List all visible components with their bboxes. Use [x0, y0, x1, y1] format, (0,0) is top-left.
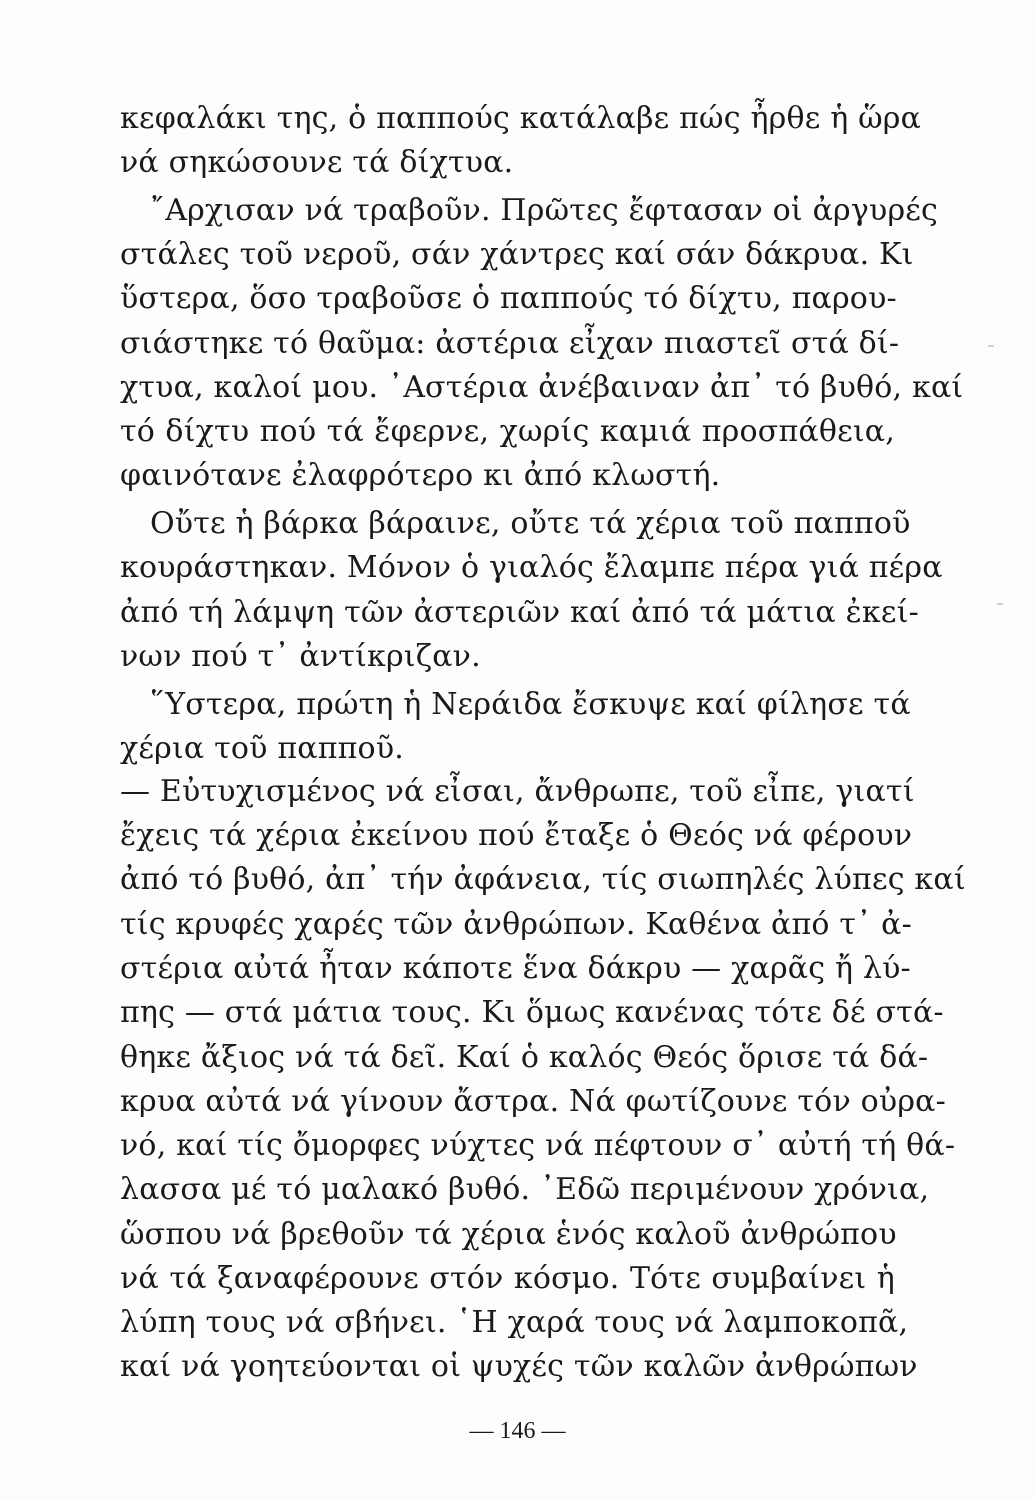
scan-speck [997, 603, 1003, 605]
text-line: κουράστηκαν. Μόνον ὁ γιαλός ἔλαμπε πέρα γιά πέρα [120, 550, 943, 585]
text-line: θηκε ἄξιος νά τά δεῖ. Καί ὁ καλός Θεός ὅρισε τά δά- [120, 1040, 929, 1075]
text-line: νά τά ξαναφέρουνε στόν κόσμο. Τότε συμβαίνει ἡ [120, 1261, 895, 1296]
text-line: φαινότανε ἐλαφρότερο κι ἀπό κλωστή. [120, 458, 721, 493]
page-number: — 146 — [469, 1418, 566, 1444]
text-line: ὥσπου νά βρεθοῦν τά χέρια ἑνός καλοῦ ἀνθρώπου [120, 1217, 897, 1252]
text-line: νων πού τ᾽ ἀντίκριζαν. [120, 639, 481, 674]
text-line: κεφαλάκι της, ὁ παππούς κατάλαβε πώς ἦρθε ἡ ὥρα [120, 101, 922, 136]
text-line: ἀπό τό βυθό, ἀπ᾽ τήν ἀφάνεια, τίς σιωπηλές λύπες καί [120, 862, 966, 897]
text-line: Οὔτε ἡ βάρκα βάραινε, οὔτε τά χέρια τοῦ παπποῦ [150, 506, 911, 541]
text-line: ῞Υστερα, πρώτη ἡ Νεράιδα ἔσκυψε καί φίλησε τά [150, 687, 911, 722]
text-line: ἀπό τή λάμψη τῶν ἀστεριῶν καί ἀπό τά μάτια ἐκεί- [120, 595, 919, 630]
text-line: νά σηκώσουνε τά δίχτυα. [120, 145, 514, 180]
text-line: ὕστερα, ὅσο τραβοῦσε ὁ παππούς τό δίχτυ, παρου- [120, 281, 897, 316]
text-line: ῎Αρχισαν νά τραβοῦν. Πρῶτες ἔφτασαν οἱ ἀργυρές [150, 193, 939, 228]
text-line: τίς κρυφές χαρές τῶν ἀνθρώπων. Καθένα ἀπό τ᾽ ἀ- [120, 907, 912, 942]
text-line: στέρια αὐτά ἦταν κάποτε ἕνα δάκρυ — χαρᾶς ἤ λύ- [120, 951, 911, 986]
scan-speck [988, 345, 994, 347]
text-line: πης — στά μάτια τους. Κι ὅμως κανένας τότε δέ στά- [120, 995, 944, 1030]
text-line: νό, καί τίς ὄμορφες νύχτες νά πέφτουν σ᾽ αὐτή τή θά- [120, 1128, 956, 1163]
text-line: στάλες τοῦ νεροῦ, σάν χάντρες καί σάν δάκρυα. Κι [120, 237, 914, 272]
text-line: χτυα, καλοί μου. ᾽Αστέρια ἀνέβαιναν ἀπ᾽ τό βυθό, καί [120, 370, 964, 405]
text-line: καί νά γοητεύονται οἱ ψυχές τῶν καλῶν ἀνθρώπων [120, 1349, 918, 1384]
text-line: ἔχεις τά χέρια ἐκείνου πού ἔταξε ὁ Θεός νά φέρουν [120, 818, 913, 853]
text-line: χέρια τοῦ παπποῦ. [120, 731, 404, 766]
text-line: κρυα αὐτά νά γίνουν ἄστρα. Νά φωτίζουνε τόν οὐρα- [120, 1084, 946, 1119]
text-line: σιάστηκε τό θαῦμα: ἀστέρια εἶχαν πιαστεῖ στά δί- [120, 326, 900, 361]
text-line: — Εὐτυχισμένος νά εἶσαι, ἄνθρωπε, τοῦ εἶπε, γιατί [120, 774, 915, 809]
text-line: λασσα μέ τό μαλακό βυθό. ᾽Εδῶ περιμένουν χρόνια, [120, 1172, 930, 1207]
text-line: τό δίχτυ πού τά ἔφερνε, χωρίς καμιά προσπάθεια, [120, 414, 895, 449]
text-line: λύπη τους νά σβήνει. ῾Η χαρά τους νά λαμποκοπᾶ, [120, 1305, 909, 1340]
